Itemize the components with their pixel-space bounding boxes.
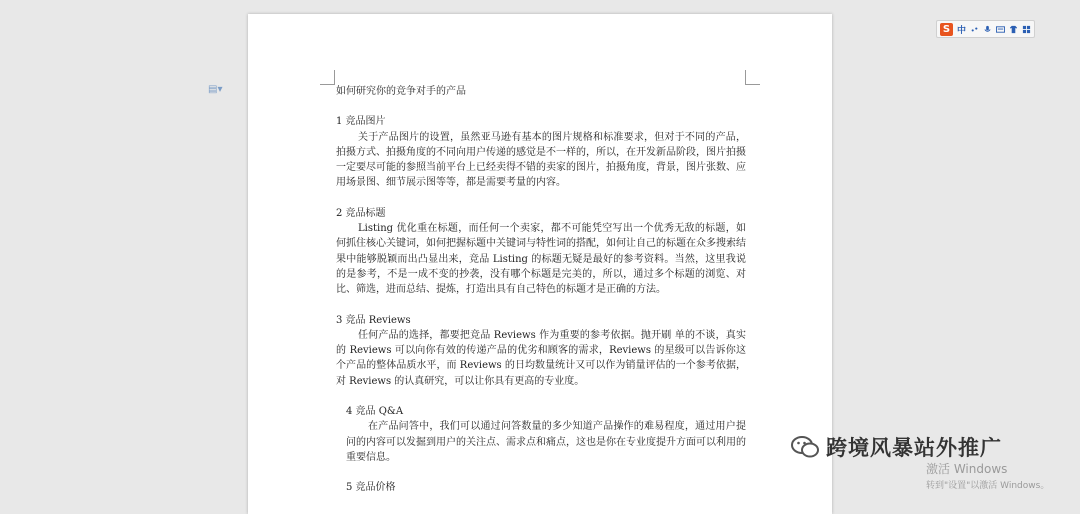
section-reviews [336, 313, 746, 389]
toolbox-icon[interactable] [1022, 25, 1031, 34]
section-body: 在产品问答中，我们可以通过问答数量的多少知道产品操作的难易程度，通过用户提问的内容可以发掘到用户的关注点、需求点和痛点，这也是你在专业度提升方面可以利用的重要信息。 [346, 421, 746, 463]
wechat-watermark [790, 432, 1002, 462]
ime-toolbar[interactable] [936, 20, 1035, 38]
windows-activation-notice [926, 460, 1049, 491]
section-heading: 3 竞品 Reviews [336, 314, 411, 326]
margin-corner-top-right [745, 70, 760, 85]
document-body[interactable] [336, 84, 746, 511]
section-body: Listing 优化重在标题，而任何一个卖家，都不可能凭空写出一个优秀无敌的标题，如何抓住核心关键词，如何把握标题中关键词与特性词的搭配，如何让自己的标题在众多搜索结果中能够脱颖而出凸显出来，竞品 Listing 的标题无疑是最好的参考资料。当然，这里我说的是参考，不是一成不变的抄袭，没有哪个标题是完美的，所以，通过多个标题的浏览、对比、筛选，进而总结、提炼，打造出具有自己特色的标题才是正确的方法。 [336, 223, 746, 296]
section-heading: 1 竞品图片 [336, 116, 386, 128]
microphone-icon[interactable] [983, 25, 992, 34]
wechat-icon [790, 434, 820, 460]
keyboard-icon[interactable] [996, 25, 1005, 34]
activation-title: 激活 Windows [926, 462, 1008, 476]
section-title [336, 206, 746, 298]
punctuation-icon[interactable] [970, 25, 979, 34]
watermark-text: 跨境风暴站外推广 [826, 436, 1002, 460]
activation-subtitle: 转到"设置"以激活 Windows。 [926, 481, 1050, 491]
section-price [336, 480, 746, 495]
document-title: 如何研究你的竞争对手的产品 [336, 86, 466, 97]
paragraph-options-icon[interactable]: ▤▾ [208, 84, 223, 95]
section-images [336, 114, 746, 190]
section-body: 关于产品图片的设置，虽然亚马逊有基本的图片规格和标准要求，但对于不同的产品，拍摄方式、拍摄角度的不同向用户传递的感觉是不一样的，所以，在开发新品阶段，图片拍摄一定要尽可能的参照当前平台上已经卖得不错的卖家的图片，拍摄角度，背景，图片张数、应用场景图、细节展示图等等，都是需要考量的内容。 [336, 131, 746, 189]
sogou-logo-icon[interactable]: S [940, 23, 953, 36]
section-heading: 2 竞品标题 [336, 207, 386, 219]
section-body: 任何产品的选择，都要把竞品 Reviews 作为重要的参考依据。抛开刷 单的不谈，真实的 Reviews 可以向你有效的传递产品的优劣和顾客的需求，Reviews 的星级可以告诉你这个产品的整体品质水平，而 Reviews 的日均数量统计又可以作为销量评估的一个参考依据，对 Reviews 的认真研究，可以让你具有更高的专业度。 [336, 329, 746, 387]
language-toggle[interactable]: 中 [957, 25, 967, 36]
document-page[interactable] [208, 14, 832, 514]
section-qa [336, 404, 746, 465]
section-heading: 5 竞品价格 [346, 482, 396, 494]
section-heading: 4 竞品 Q&A [346, 406, 404, 418]
skin-icon[interactable] [1009, 25, 1018, 34]
margin-corner-top-left [320, 70, 335, 85]
